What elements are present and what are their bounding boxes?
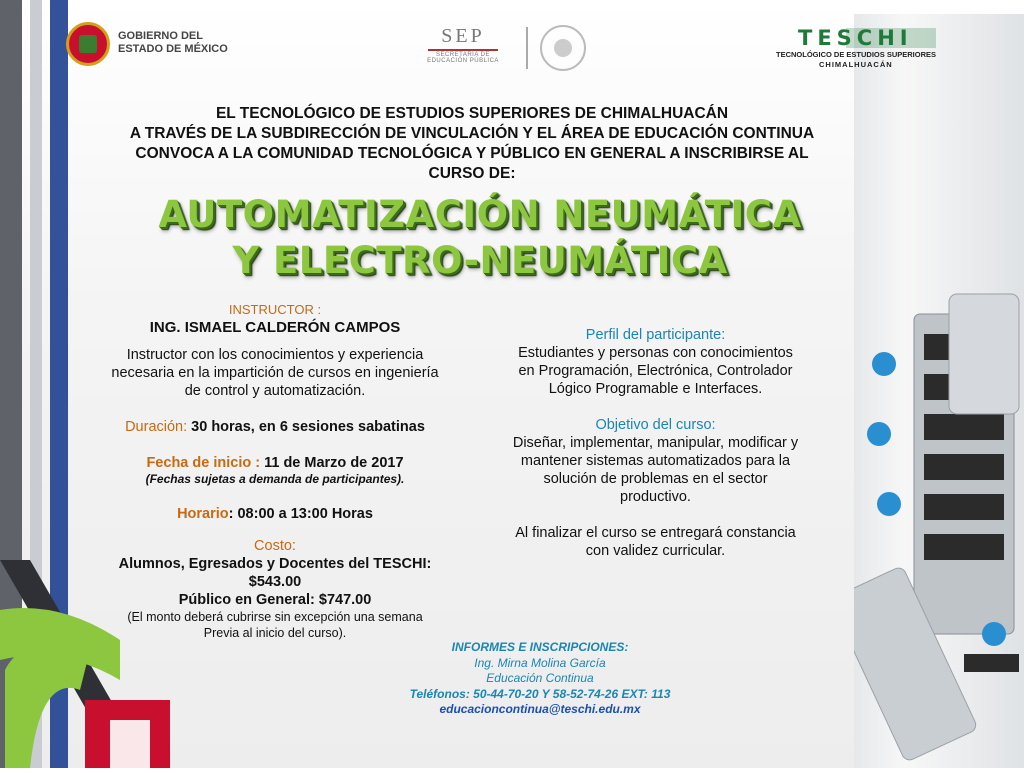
costo-note2: Previa al inicio del curso). bbox=[203, 626, 347, 640]
header-line1: EL TECNOLÓGICO DE ESTUDIOS SUPERIORES DE CHIMALHUACÁN bbox=[215, 105, 729, 122]
contact-email-link[interactable]: educacioncontinua@teschi.edu.mx bbox=[439, 702, 641, 716]
perfil-line3: Lógico Programable e Interfaces. bbox=[548, 381, 763, 397]
right-column bbox=[488, 326, 823, 560]
constancia-text bbox=[488, 524, 823, 560]
national-seal-icon bbox=[540, 25, 586, 71]
objetivo-line2: mantener sistemas automatizados para la bbox=[520, 453, 791, 469]
course-title-line1: AUTOMATIZACIÓN NEUMÁTICA bbox=[158, 193, 802, 236]
left-column bbox=[90, 302, 460, 641]
objetivo-line3: solución de problemas en el sector bbox=[543, 471, 768, 487]
fecha-label: Fecha de inicio : bbox=[146, 455, 265, 471]
course-title-line2: Y ELECTRO-NEUMÁTICA bbox=[232, 239, 728, 282]
perfil-line1: Estudiantes y personas con conocimientos bbox=[518, 345, 793, 361]
objetivo-text bbox=[488, 434, 823, 506]
instructor-name: ING. ISMAEL CALDERÓN CAMPOS bbox=[149, 319, 401, 336]
contact-phones: Teléfonos: 50-44-70-20 Y 58-52-74-26 EXT: 113 bbox=[409, 686, 671, 701]
sep-sub1: SECRETARÍA DE bbox=[435, 52, 491, 58]
sep-logo bbox=[408, 25, 608, 75]
contact-name: Ing. Mirna Molina García bbox=[474, 655, 606, 670]
teschi-logo bbox=[776, 26, 976, 70]
perfil-label: Perfil del participante: bbox=[585, 327, 726, 343]
objetivo-label: Objetivo del curso: bbox=[595, 417, 716, 433]
instructor-label: INSTRUCTOR : bbox=[228, 302, 322, 317]
horario-value: : 08:00 a 13:00 Horas bbox=[228, 506, 373, 522]
informes-label: INFORMES E INSCRIPCIONES: bbox=[451, 640, 629, 654]
edomex-text bbox=[118, 30, 228, 56]
constancia-line1: Al finalizar el curso se entregará constancia bbox=[515, 525, 796, 541]
instructor-description bbox=[90, 346, 460, 400]
contact-area: Educación Continua bbox=[486, 671, 594, 685]
objetivo-line4: productivo. bbox=[620, 489, 691, 505]
instructor-desc1: Instructor con los conocimientos y experiencia bbox=[126, 347, 424, 363]
edomex-line1: GOBIERNO DEL bbox=[118, 30, 203, 42]
instructor-desc2: necesaria en la impartición de cursos en ingeniería bbox=[111, 365, 439, 381]
sep-title: SEP bbox=[441, 25, 485, 47]
teschi-line2: CHIMALHUACÁN bbox=[819, 60, 893, 69]
duracion-value: 30 horas, en 6 sesiones sabatinas bbox=[187, 419, 425, 435]
constancia-line2: con validez curricular. bbox=[585, 543, 726, 559]
white-notch bbox=[110, 720, 150, 768]
header-line4: CURSO DE: bbox=[428, 165, 516, 182]
fecha-inicio bbox=[90, 454, 460, 472]
product-photo bbox=[854, 14, 1024, 768]
green-swoosh-2 bbox=[5, 643, 90, 768]
contact-block bbox=[330, 640, 750, 718]
costo-details bbox=[90, 555, 460, 609]
edomex-logo bbox=[66, 22, 256, 72]
header-block bbox=[90, 104, 854, 184]
horario-label: Horario bbox=[177, 506, 229, 522]
perfil-line2: en Programación, Electrónica, Controlador bbox=[518, 363, 793, 379]
teschi-line1: TECNOLÓGICO DE ESTUDIOS SUPERIORES bbox=[776, 50, 937, 59]
sep-text bbox=[408, 25, 518, 64]
duracion bbox=[90, 418, 460, 436]
edomex-line2: ESTADO DE MÉXICO bbox=[118, 43, 228, 55]
pneumatic-valves-illustration bbox=[854, 14, 1024, 768]
costo-note bbox=[90, 609, 460, 641]
costo-label: Costo: bbox=[254, 538, 296, 554]
costo-line1: Alumnos, Egresados y Docentes del TESCHI: bbox=[118, 556, 432, 572]
costo-note1: (El monto deberá cubrirse sin excepción una semana bbox=[127, 610, 423, 624]
duracion-label: Duración: bbox=[125, 419, 188, 435]
edomex-shield-icon bbox=[66, 22, 110, 66]
perfil-text bbox=[488, 344, 823, 398]
instructor-desc3: de control y automatización. bbox=[184, 383, 366, 399]
teschi-wordmark: TESCHI bbox=[798, 26, 913, 50]
fecha-value: 11 de Marzo de 2017 bbox=[264, 455, 404, 471]
header-line3: CONVOCA A LA COMUNIDAD TECNOLÓGICA Y PÚBLICO EN GENERAL A INSCRIBIRSE AL bbox=[135, 145, 809, 162]
horario bbox=[90, 505, 460, 523]
header-line2: A TRAVÉS DE LA SUBDIRECCIÓN DE VINCULACIÓN Y EL ÁREA DE EDUCACIÓN CONTINUA bbox=[129, 125, 815, 142]
course-title bbox=[100, 192, 860, 284]
costo-line3: Público en General: $747.00 bbox=[178, 592, 372, 608]
sep-sub2: EDUCACIÓN PÚBLICA bbox=[427, 58, 499, 64]
objetivo-line1: Diseñar, implementar, manipular, modificar y bbox=[512, 435, 799, 451]
costo-line2: $543.00 bbox=[248, 574, 302, 590]
fecha-note: (Fechas sujetas a demanda de participantes). bbox=[145, 472, 405, 486]
